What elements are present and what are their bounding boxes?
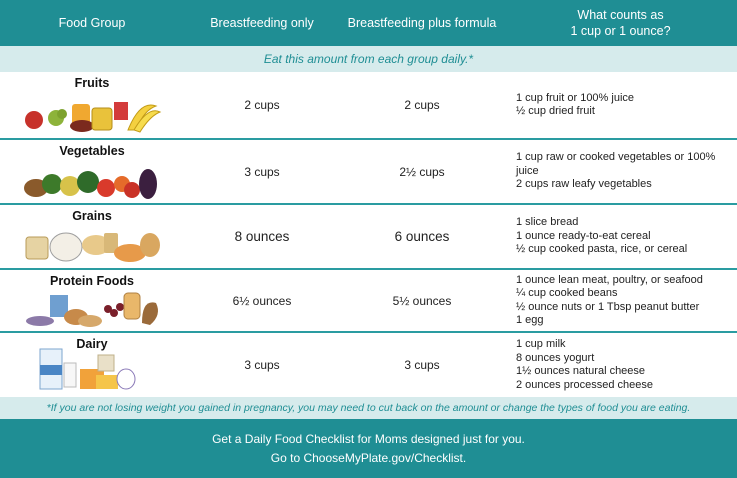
footer-line1: Get a Daily Food Checklist for Moms designed just for you. [212,431,525,446]
bf-formula-amount: 3 cups [404,358,440,372]
bf-only-amount: 2 cups [244,98,280,112]
table-row-dairy [0,333,737,397]
protein-foods-image [22,289,162,329]
header-food-group: Food Group [58,16,126,30]
group-name: Grains [72,209,112,223]
count-item: 8 ounces yogurt [516,351,595,364]
vegetables-image [22,162,162,202]
group-name: Protein Foods [49,274,135,288]
header-breastfeeding-plus-formula: Breastfeeding plus formula [347,16,497,30]
group-name: Vegetables [59,144,125,158]
count-item: 1½ ounces natural cheese [516,365,646,377]
count-item: 1 ounce lean meat, poultry, or seafood [516,273,703,286]
count-item: ¼ cup cooked beans [516,287,618,299]
counts-list [516,72,634,138]
daily-amount-subheader: Eat this amount from each group daily.* [0,46,737,72]
count-item: ½ cup dried fruit [516,105,595,117]
bf-formula-amount: 5½ ounces [392,293,452,308]
table-row-grains [0,205,737,270]
bf-only-amount: 6½ ounces [232,293,292,308]
header-what-counts-line2: 1 cup or 1 ounce? [570,24,671,38]
bf-only-amount: 3 cups [244,358,280,372]
count-item: 1 cup raw or cooked vegetables or 100% juice [516,151,716,177]
grains-image [22,225,162,265]
table-row-protein-foods [0,270,737,333]
fruits-image [22,96,162,136]
count-item: 2 ounces processed cheese [516,378,653,391]
footnote: *If you are not losing weight you gained in pregnancy, you may need to cut back on the amount or change the types of food you are eating. [0,397,737,419]
count-item: ½ ounce nuts or 1 Tbsp peanut butter [516,300,700,313]
dairy-image [22,347,162,393]
table-header [0,0,737,46]
group-name: Fruits [74,76,110,90]
table-row-vegetables [0,140,737,205]
footer-line2: Go to ChooseMyPlate.gov/Checklist. [270,450,467,465]
bf-only-amount: 8 ounces [234,229,290,244]
count-item: 2 cups raw leafy vegetables [516,178,652,191]
group-name: Dairy [76,337,108,351]
bf-formula-amount: 2½ cups [399,164,445,179]
bf-formula-amount: 2 cups [404,98,440,112]
header-breastfeeding-only: Breastfeeding only [210,16,314,30]
counts-list [516,270,703,331]
count-item: 1 cup milk [516,338,566,350]
count-item: 1 slice bread [516,216,579,229]
bf-formula-amount: 6 ounces [394,229,450,244]
count-item: 1 ounce ready-to-eat cereal [516,229,651,242]
count-item: ½ cup cooked pasta, rice, or cereal [516,243,688,256]
header-what-counts [504,0,737,46]
table-row-fruits [0,72,737,140]
count-item: 1 egg [516,314,544,326]
bf-only-amount: 3 cups [244,164,280,179]
header-what-counts-line1: What counts as [577,8,664,22]
counts-list [516,333,653,397]
checklist-footer [0,419,737,478]
counts-list [516,205,687,268]
count-item: 1 cup fruit or 100% juice [516,91,635,104]
counts-list [516,140,737,203]
